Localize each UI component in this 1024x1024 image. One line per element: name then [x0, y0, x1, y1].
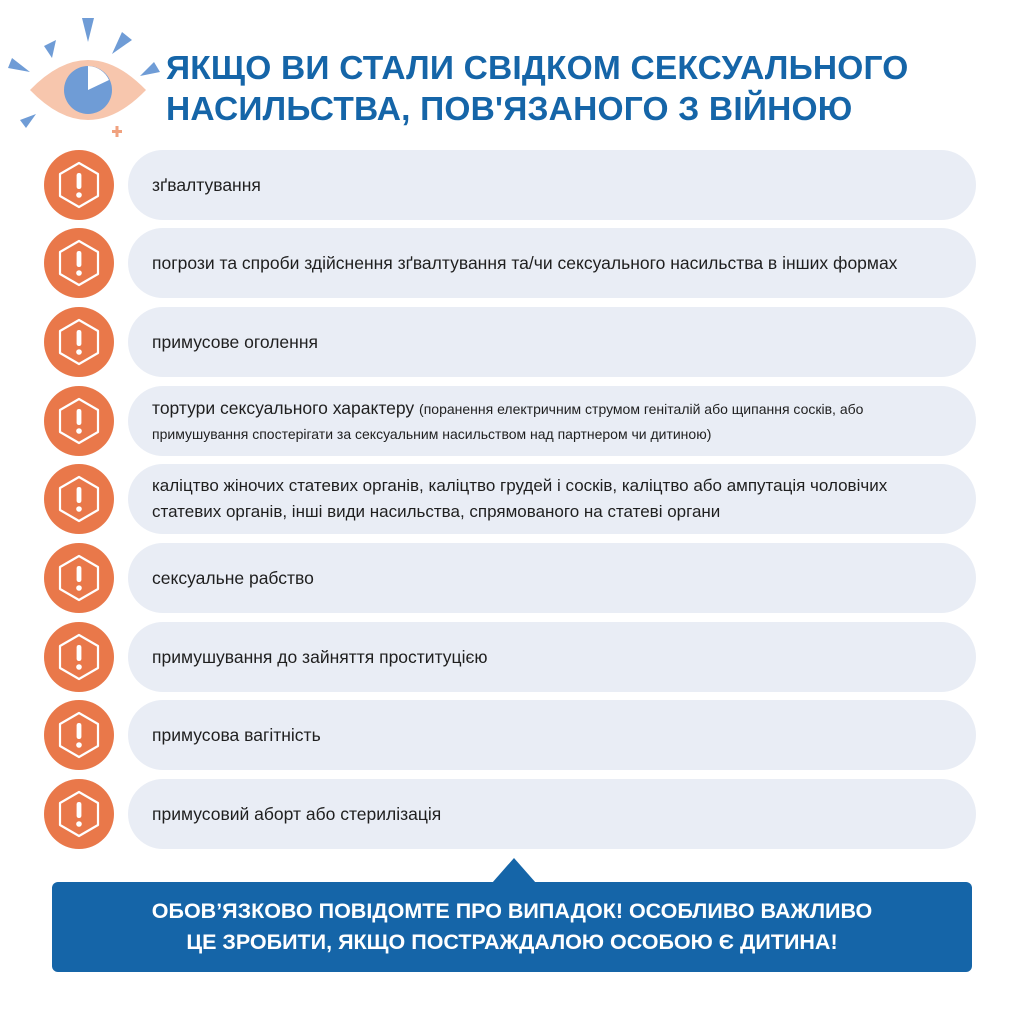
header [0, 0, 1024, 145]
footer-pointer [492, 858, 536, 883]
warning-hexagon-icon [44, 307, 114, 377]
list-item-text: каліцтво жіночих статевих органів, каліцтво грудей і сосків, каліцтво або ампутація чоловічих статевих органів, інші види насильства, спрямованого на статеві органи [152, 476, 888, 521]
footer-line-2: ЦЕ ЗРОБИТИ, ЯКЩО ПОСТРАЖДАЛОЮ ОСОБОЮ Є ДИТИНА! [186, 930, 838, 954]
list-item-pill [128, 307, 976, 377]
list-item-pill [128, 464, 976, 534]
title-line-2: НАСИЛЬСТВА, ПОВ'ЯЗАНОГО З ВІЙНОЮ [166, 91, 853, 128]
list-item-text: примусова вагітність [152, 725, 321, 745]
list-item-text: примусовий аборт або стерилізація [152, 804, 442, 824]
list-item-text: погрози та спроби здійснення зґвалтування та/чи сексуального насильства в інших формах [152, 253, 898, 273]
warning-hexagon-icon [44, 543, 114, 613]
warning-hexagon-icon [44, 779, 114, 849]
list-item-pill [128, 700, 976, 770]
warning-hexagon-icon [44, 386, 114, 456]
list-item-note: (поранення електричним струмом геніталій або щипання сосків, або примушування спостерігати за сексуальним насильством над партнером чи дитиною) [152, 401, 864, 442]
list-item [44, 700, 976, 770]
title-line-1: ЯКЩО ВИ СТАЛИ СВІДКОМ СЕКСУАЛЬНОГО [166, 50, 909, 87]
warning-hexagon-icon [44, 228, 114, 298]
list-item [44, 228, 976, 298]
list-item-text: примусове оголення [152, 332, 318, 352]
page-title [166, 48, 986, 130]
eye-icon [0, 10, 170, 145]
warning-hexagon-icon [44, 700, 114, 770]
list-item [44, 464, 976, 534]
list-item-pill [128, 228, 976, 298]
warning-hexagon-icon [44, 622, 114, 692]
list-item-pill [128, 622, 976, 692]
list-item [44, 622, 976, 692]
list-item [44, 307, 976, 377]
list-item-text: примушування до зайняття проституцією [152, 647, 488, 667]
list-item-pill [128, 779, 976, 849]
footer-callout [52, 882, 972, 972]
list-item [44, 386, 976, 456]
list-item-text: тортури сексуального характеру (поранення електричним струмом геніталій або щипання сосків, або примушування спостерігати за сексуальним насильством над партнером чи дитиною) [152, 398, 864, 442]
list-item-pill [128, 543, 976, 613]
list-item-pill [128, 386, 976, 456]
list-item-text: зґвалтування [152, 175, 261, 195]
list-item-pill [128, 150, 976, 220]
list-item-text: сексуальне рабство [152, 568, 314, 588]
list-item [44, 779, 976, 849]
warning-hexagon-icon [44, 150, 114, 220]
warning-hexagon-icon [44, 464, 114, 534]
footer-line-1: ОБОВ’ЯЗКОВО ПОВІДОМТЕ ПРО ВИПАДОК! ОСОБЛИВО ВАЖЛИВО [151, 899, 873, 923]
list-item [44, 543, 976, 613]
list-item [44, 150, 976, 220]
